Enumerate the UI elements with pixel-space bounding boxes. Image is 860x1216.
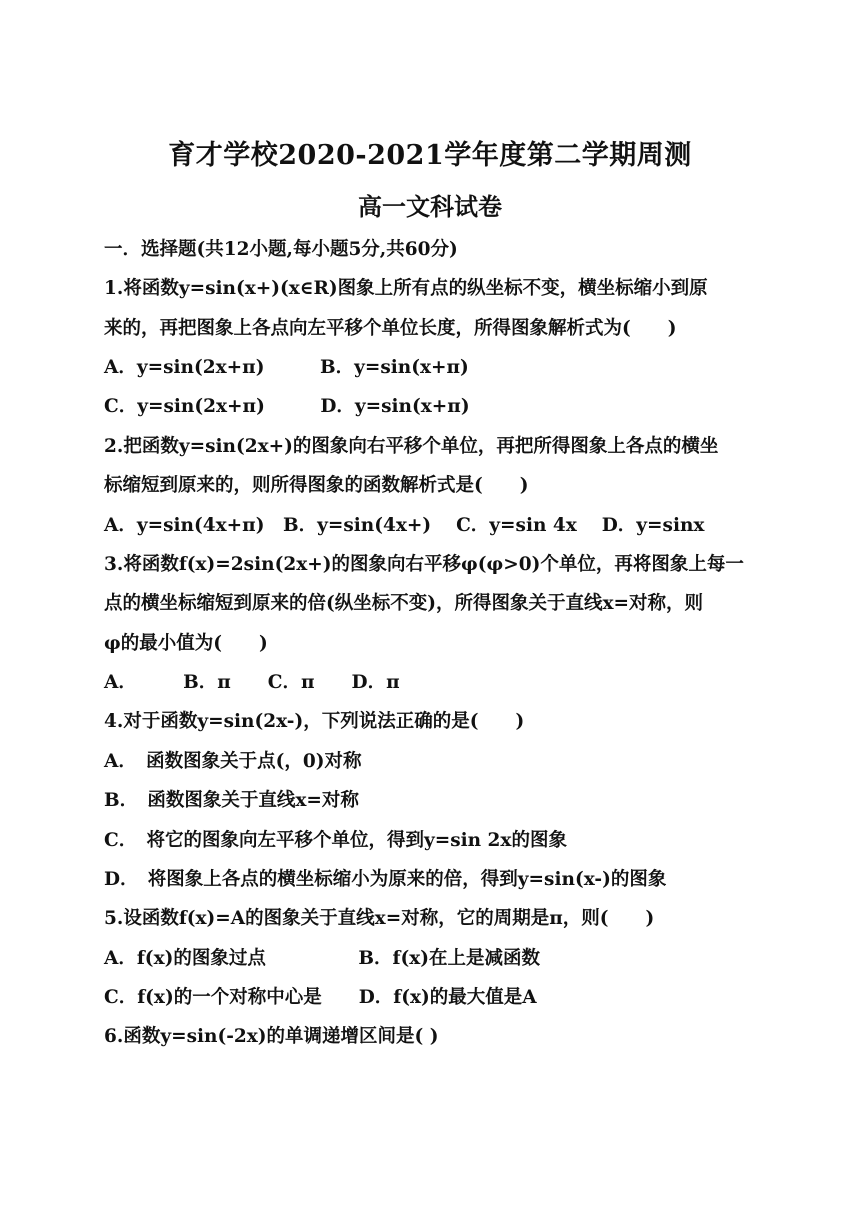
question-5-options-cd: C．f(x)的一个对称中心是 D．f(x)的最大值是A [104,987,537,1008]
question-1-options-cd: C．y=sin(2x+π) D．y=sin(x+π) [104,396,470,417]
question-3-text: 3.将函数f(x)=2sin(2x+)的图象向右平移φ(φ>0)个单位，再将图象上每一 [104,554,744,575]
page-title: 育才学校2020-2021学年度第二学期周测 [168,140,692,171]
question-3-text-cont: 点的横坐标缩短到原来的倍(纵坐标不变)，所得图象关于直线x=对称，则 [104,593,704,614]
question-4-option-d: D． 将图象上各点的横坐标缩小为原来的倍，得到y=sin(x-)的图象 [104,869,667,890]
question-4-option-c: C． 将它的图象向左平移个单位，得到y=sin 2x的图象 [104,830,567,851]
question-6-text: 6.函数y=sin(-2x)的单调递增区间是( ) [104,1026,439,1047]
question-5-options-ab: A．f(x)的图象过点 B．f(x)在上是减函数 [104,948,540,969]
question-4-option-a: A． 函数图象关于点(，0)对称 [104,751,362,772]
question-4-option-b: B． 函数图象关于直线x=对称 [104,790,359,811]
question-3-text-end: φ的最小值为( ) [104,633,268,654]
question-3-options: A． B．π C．π D．π [104,672,400,693]
question-2-text: 2.把函数y=sin(2x+)的图象向右平移个单位，再把所得图象上各点的横坐 [104,436,719,457]
question-4-text: 4.对于函数y=sin(2x-)，下列说法正确的是( ) [104,711,525,732]
page-subtitle: 高一文科试卷 [358,192,502,221]
question-1-text: 1.将函数y=sin(x+)(x∈R)图象上所有点的纵坐标不变，横坐标缩小到原 [104,278,708,299]
question-2-text-cont: 标缩短到原来的，则所得图象的函数解析式是( ) [104,475,529,496]
question-5-text: 5.设函数f(x)=A的图象关于直线x=对称，它的周期是π，则( ) [104,908,655,929]
question-2-options: A．y=sin(4x+π) B．y=sin(4x+) C．y=sin 4x D．y=sinx [104,515,705,536]
question-1-options-ab: A．y=sin(2x+π) B．y=sin(x+π) [104,357,469,378]
section-heading: 一．选择题(共12小题,每小题5分,共60分) [104,239,458,260]
question-1-text-cont: 来的，再把图象上各点向左平移个单位长度，所得图象解析式为( ) [104,318,677,339]
